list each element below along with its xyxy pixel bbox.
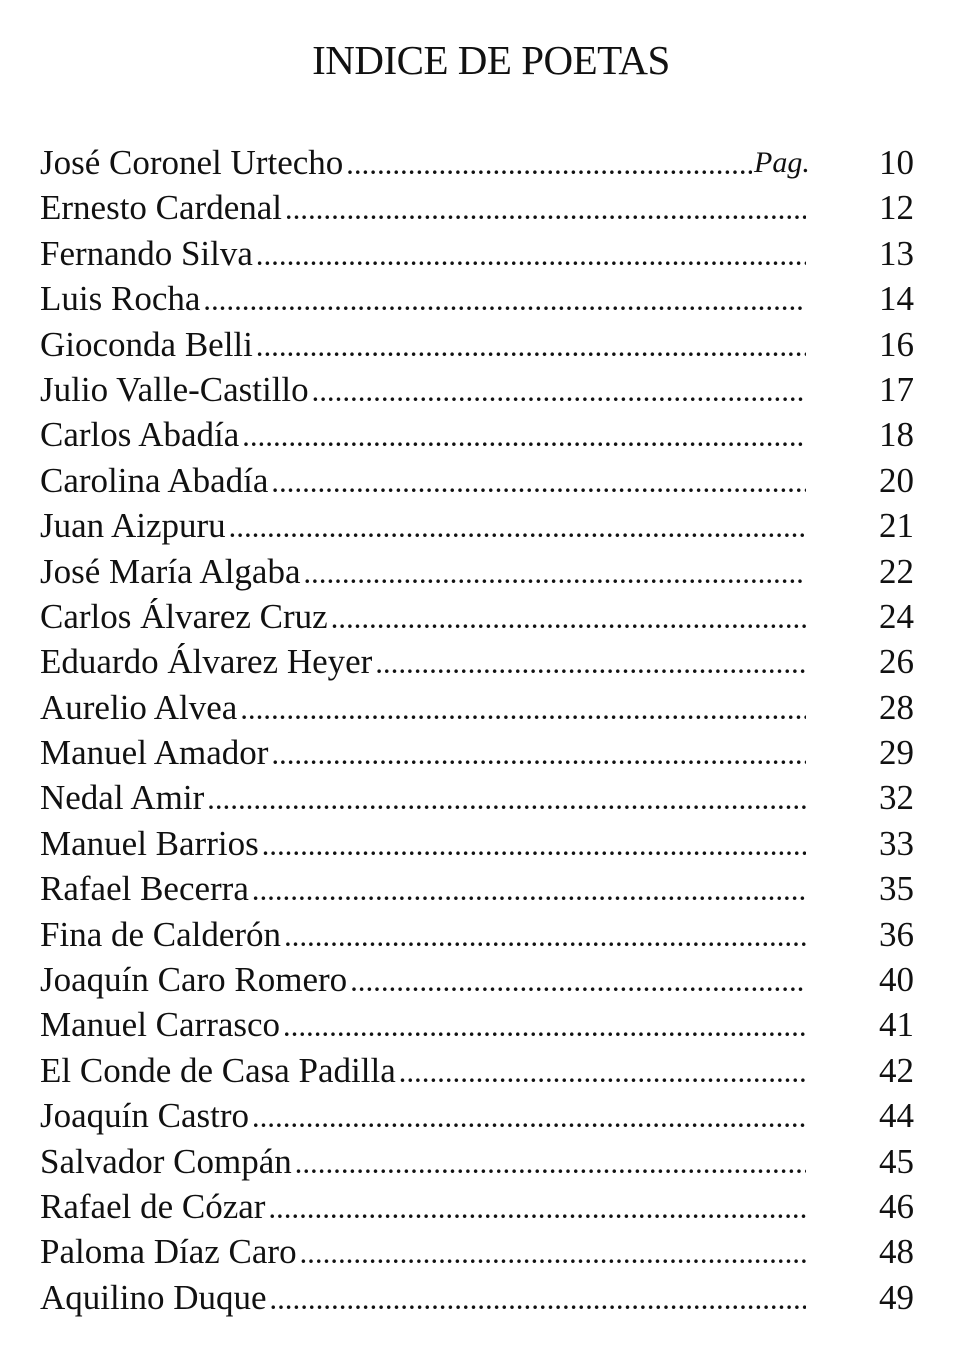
page-number: 13 [879, 233, 914, 273]
dot-leader [243, 416, 806, 461]
page-number: 44 [879, 1096, 914, 1136]
page-number: 22 [879, 551, 914, 591]
page-number: 32 [879, 778, 914, 818]
index-entry [40, 276, 918, 321]
poet-name: Carlos Álvarez Cruz [40, 596, 328, 636]
dot-leader [271, 1279, 806, 1324]
entry-line [40, 1093, 810, 1142]
entry-line [40, 957, 810, 1006]
page-number: 14 [879, 279, 914, 319]
dot-leader [253, 870, 806, 915]
entry-line [40, 821, 810, 870]
entry-line [40, 912, 810, 961]
dot-leader [301, 1233, 806, 1278]
dot-leader [376, 643, 806, 688]
page-number: 42 [879, 1050, 914, 1090]
entry-line [40, 185, 810, 234]
entry-line [40, 594, 810, 643]
poet-name: José Coronel Urtecho [40, 143, 344, 182]
page-number: 48 [879, 1232, 914, 1272]
index-entry [40, 322, 918, 367]
page-number: 10 [879, 143, 914, 182]
entry-line [40, 775, 810, 824]
index-entry [40, 1093, 918, 1138]
poet-name: Manuel Barrios [40, 823, 259, 863]
dot-leader [269, 1188, 806, 1233]
poet-name: Eduardo Álvarez Heyer [40, 642, 373, 682]
dot-leader [272, 734, 806, 779]
page-number: 24 [879, 596, 914, 636]
poet-name: Juan Aizpuru [40, 506, 226, 546]
poet-name: Paloma Díaz Caro [40, 1232, 297, 1272]
entry-line [40, 140, 810, 189]
dot-leader [286, 189, 806, 234]
poet-name: Luis Rocha [40, 279, 201, 319]
page-number: 12 [879, 188, 914, 228]
page-number: 18 [879, 415, 914, 455]
index-entry [40, 685, 918, 730]
entry-line [40, 1002, 810, 1051]
dot-leader [241, 689, 806, 734]
poet-name: Manuel Carrasco [40, 1005, 281, 1045]
poet-name: Joaquín Caro Romero [40, 960, 348, 1000]
page-number: 46 [879, 1186, 914, 1226]
entry-line [40, 1184, 810, 1233]
poet-name: Salvador Compán [40, 1141, 292, 1181]
index-entry [40, 866, 918, 911]
dot-leader [285, 916, 806, 961]
entry-line [40, 1139, 810, 1188]
entry-line [40, 231, 810, 280]
index-entry [40, 458, 918, 503]
index-entry [40, 231, 918, 276]
poet-name: Aurelio Alvea [40, 687, 238, 727]
page-number: 29 [879, 733, 914, 773]
page-number: 40 [879, 960, 914, 1000]
page-number: 21 [879, 506, 914, 546]
poet-name: Fina de Calderón [40, 914, 282, 954]
poet-name: Carolina Abadía [40, 460, 269, 500]
dot-leader [304, 553, 806, 598]
page-number: 41 [879, 1005, 914, 1045]
index-entry [40, 594, 918, 639]
dot-leader [272, 462, 806, 507]
poet-name: Julio Valle-Castillo [40, 369, 309, 409]
entry-line [40, 276, 810, 325]
entry-line [40, 322, 810, 371]
dot-leader [296, 1143, 806, 1188]
poet-index-list [40, 140, 918, 1320]
page-title: INDICE DE POETAS [312, 37, 670, 83]
entry-line [40, 367, 810, 416]
page-number: 49 [879, 1277, 914, 1317]
index-entry [40, 775, 918, 820]
poet-name: Fernando Silva [40, 233, 253, 273]
entry-line [40, 1048, 810, 1097]
index-entry [40, 1048, 918, 1093]
index-entry [40, 730, 918, 775]
dot-leader [313, 371, 806, 416]
entry-line [40, 730, 810, 779]
dot-leader [253, 1097, 806, 1142]
entry-line [40, 1229, 810, 1278]
poet-name: Gioconda Belli [40, 324, 253, 364]
dot-leader [204, 280, 806, 325]
index-entry [40, 1184, 918, 1229]
entry-line [40, 866, 810, 915]
index-entry [40, 367, 918, 412]
dot-leader [347, 144, 806, 189]
dot-leader [230, 507, 806, 552]
dot-leader [263, 825, 806, 870]
poet-name: Manuel Amador [40, 733, 269, 773]
page-number: 26 [879, 642, 914, 682]
index-entry [40, 912, 918, 957]
page-number: 35 [879, 869, 914, 909]
index-entry [40, 821, 918, 866]
page-abbreviation: Pag. [752, 140, 810, 185]
entry-line [40, 458, 810, 507]
dot-leader [351, 961, 806, 1006]
poet-name: Ernesto Cardenal [40, 188, 282, 228]
index-entry [40, 1002, 918, 1047]
entry-line [40, 503, 810, 552]
index-entry [40, 412, 918, 457]
index-entry [40, 639, 918, 684]
index-entry [40, 185, 918, 230]
index-entry [40, 549, 918, 594]
dot-leader [332, 598, 806, 643]
poet-name: Nedal Amir [40, 778, 205, 818]
index-entry [40, 503, 918, 548]
dot-leader [257, 326, 806, 371]
index-entry [40, 957, 918, 1002]
poet-name: Rafael Becerra [40, 869, 249, 909]
page-number: 28 [879, 687, 914, 727]
page-number: 17 [879, 369, 914, 409]
entry-line [40, 639, 810, 688]
dot-leader [257, 235, 806, 280]
poet-name: José María Algaba [40, 551, 301, 591]
index-entry [40, 1139, 918, 1184]
poet-name: El Conde de Casa Padilla [40, 1050, 396, 1090]
page-number: 16 [879, 324, 914, 364]
page-number: 45 [879, 1141, 914, 1181]
entry-line [40, 1275, 810, 1324]
index-entry [40, 1229, 918, 1274]
dot-leader [400, 1052, 806, 1097]
page-number: 33 [879, 823, 914, 863]
entry-line [40, 685, 810, 734]
poet-name: Joaquín Castro [40, 1096, 250, 1136]
page-number: 20 [879, 460, 914, 500]
poet-name: Carlos Abadía [40, 415, 240, 455]
dot-leader [208, 779, 806, 824]
dot-leader [284, 1006, 806, 1051]
entry-line [40, 549, 810, 598]
page-number: 36 [879, 914, 914, 954]
poet-name: Aquilino Duque [40, 1277, 267, 1317]
index-entry [40, 140, 918, 185]
entry-line [40, 412, 810, 461]
index-entry [40, 1275, 918, 1320]
poet-name: Rafael de Cózar [40, 1186, 266, 1226]
